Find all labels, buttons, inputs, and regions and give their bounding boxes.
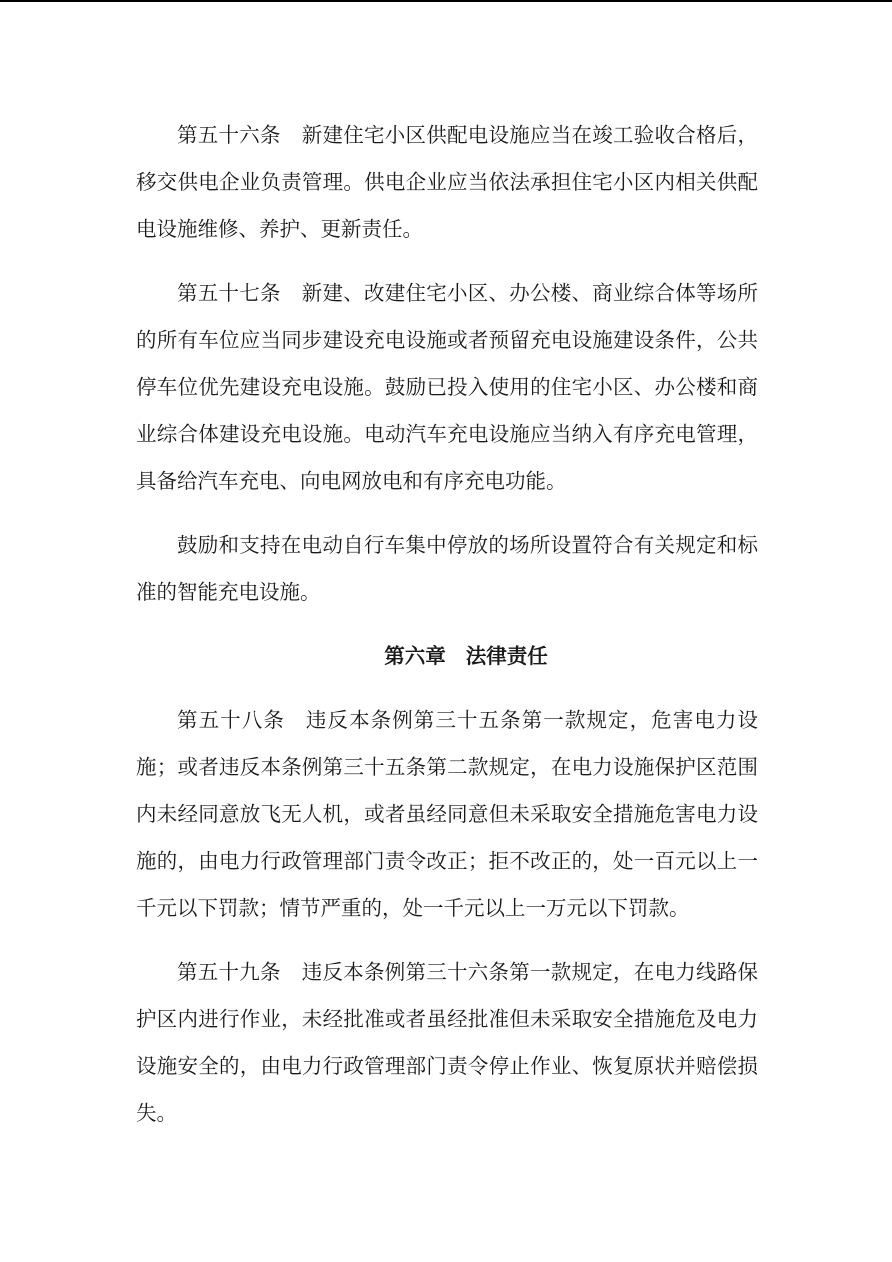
article-text: 鼓励和支持在电动自行车集中停放的场所设置符合有关规定和标准的智能充电设施。 <box>136 533 758 604</box>
article-number: 第五十七条 <box>177 281 281 305</box>
page-top-border <box>0 0 892 2</box>
article-number: 第五十九条 <box>177 960 281 984</box>
article-number: 第五十六条 <box>177 123 281 147</box>
chapter-number: 第六章 <box>384 644 446 668</box>
article-57-paragraph <box>136 270 758 505</box>
article-number: 第五十八条 <box>177 708 285 732</box>
chapter-title: 法律责任 <box>465 644 548 668</box>
article-56-paragraph <box>136 112 758 253</box>
article-59-paragraph <box>136 949 758 1137</box>
article-text: 违反本条例第三十五条第一款规定，危害电力设施；或者违反本条例第三十五条第二款规定，在电力设施保护区范围内未经同意放飞无人机，或者虽经同意但未采取安全措施危害电力设施的，由电力行政管理部门责令改正；拒不改正的，处一百元以上一千元以下罚款；情节严重的，处一千元以上一万元以下罚款。 <box>136 708 759 920</box>
article-text: 新建、改建住宅小区、办公楼、商业综合体等场所的所有车位应当同步建设充电设施或者预留充电设施建设条件，公共停车位优先建设充电设施。鼓励已投入使用的住宅小区、办公楼和商业综合体建设充电设施。电动汽车充电设施应当纳入有序充电管理，具备给汽车充电、向电网放电和有序充电功能。 <box>136 281 758 493</box>
article-text: 违反本条例第三十六条第一款规定，在电力线路保护区内进行作业，未经批准或者虽经批准但未采取安全措施危及电力设施安全的，由电力行政管理部门责令停止作业、恢复原状并赔偿损失。 <box>136 960 758 1125</box>
article-57-second-paragraph <box>136 522 758 616</box>
document-page <box>136 112 758 1154</box>
article-text: 新建住宅小区供配电设施应当在竣工验收合格后，移交供电企业负责管理。供电企业应当依法承担住宅小区内相关供配电设施维修、养护、更新责任。 <box>136 123 758 241</box>
chapter-heading <box>136 633 758 680</box>
article-58-paragraph <box>136 697 758 932</box>
